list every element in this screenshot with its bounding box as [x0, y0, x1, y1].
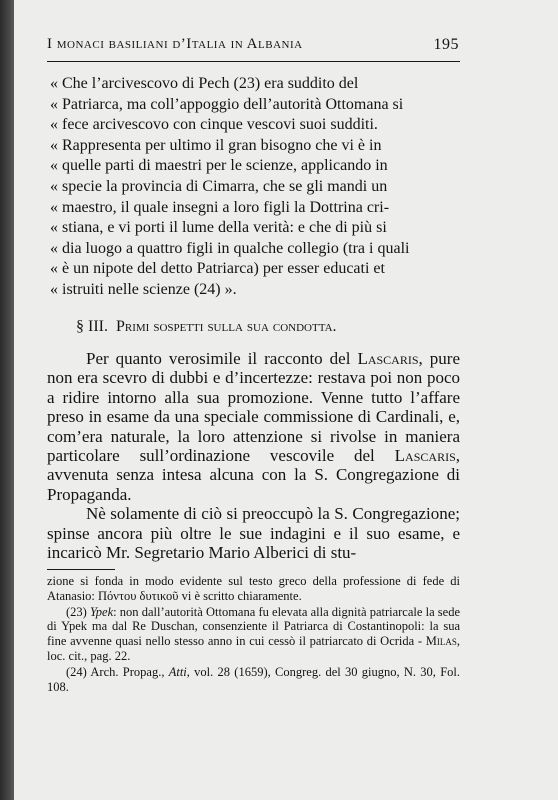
quote-line: « istruiti nelle scienze (24) ». [50, 280, 237, 298]
footnote-title: Atti [168, 664, 187, 679]
section-title: Primi sospetti sulla sua condotta. [115, 318, 337, 335]
paragraph-2: Nè solamente di ciò si preoccupò la S. Congregazione; spinse ancora più oltre le sue indagini e il suo esame, e incaricò Mr. Segretario Mario Alberici di stu- [47, 504, 460, 563]
quote-line: « Rappresenta per ultimo il gran bisogno che vi è in [50, 136, 382, 154]
footnote-source: Arch. Propag., [90, 664, 169, 679]
header-rule [47, 61, 460, 62]
section-number: § III. [76, 318, 108, 335]
footnote-text: , vol. 28 (1659), Congreg. del 30 giugno, N. 30, Fol. 108. [47, 664, 460, 694]
person-name: Lascaris [394, 446, 456, 466]
footnote-term: Ypek [90, 604, 114, 619]
paragraph-text: , avvenuta senza intesa alcuna con la S. Congregazione di Propaganda. [47, 446, 460, 504]
scan-edge [0, 0, 14, 800]
quote-line: « specie la provincia di Cimarra, che se gli mandi un [50, 177, 388, 195]
footnote-mark: (23) [66, 604, 87, 619]
body-text [47, 349, 460, 562]
paragraph-1 [47, 349, 460, 504]
quote-line: « è un nipote del detto Patriarca) per esser educati et [50, 260, 385, 278]
footnote-text: , loc. cit., pag. 22. [47, 634, 460, 663]
footnote-text: : non dall’autorità Ottomana fu elevata alla dignità patriarcale la sede di Ypek ma dal Re Duschan, consenziente il Patriarca di Costantinopoli: la sua fine avvenne quasi nello stesso anno in cui cessò il patriarcato di Ocrida - [47, 604, 460, 649]
footnote-mark: (24) [66, 664, 87, 679]
section-heading [76, 318, 460, 336]
quote-line: « stiana, e vi porti il lume della verità: e che di più si [50, 219, 387, 237]
footnote-author: Milas [425, 634, 457, 649]
footnotes [47, 574, 460, 695]
running-title: I monaci basiliani d’Italia in Albania [47, 36, 303, 52]
footnote-continuation: zione si fonda in modo evidente sul testo greco della professione di fede di Atanasio: Πόντου δυτικοῦ vi è scritto chiaramente. [47, 574, 460, 603]
footnote-24 [47, 665, 460, 695]
running-header [47, 36, 459, 58]
footnote-23 [47, 605, 460, 664]
quotation-block [50, 74, 460, 301]
person-name: Lascaris [357, 349, 419, 368]
page-number: 195 [433, 36, 459, 53]
quote-line: « Patriarca, ma coll’appoggio dell’autorità Ottomana si [50, 95, 404, 113]
paragraph-text: Per quanto verosimile il racconto del [86, 349, 358, 368]
quote-line: « dia luogo a quattro figli in qualche collegio (tra i quali [50, 239, 410, 257]
quote-line: « Che l’arcivescovo di Pech (23) era suddito del [50, 75, 359, 92]
quote-line: « fece arcivescovo con cinque vescovi suoi sudditi. [50, 116, 378, 134]
quote-line: « quelle parti di maestri per le scienze, applicando in [50, 157, 388, 175]
quote-line: « maestro, il quale insegni a loro figli la Dottrina cri- [50, 198, 390, 216]
footnote-rule [47, 569, 115, 570]
paragraph-text: , pure non era scevro di dubbi e d’incertezze: restava poi non poco a ridire intorno alla sua promozione. Venne tutto l’affare preso in esame da una speciale commissione di Cardinali, e, com’era naturale, la loro attenzione si rivolse in maniera particolare sull’ordinazione vescovile del [47, 349, 460, 466]
